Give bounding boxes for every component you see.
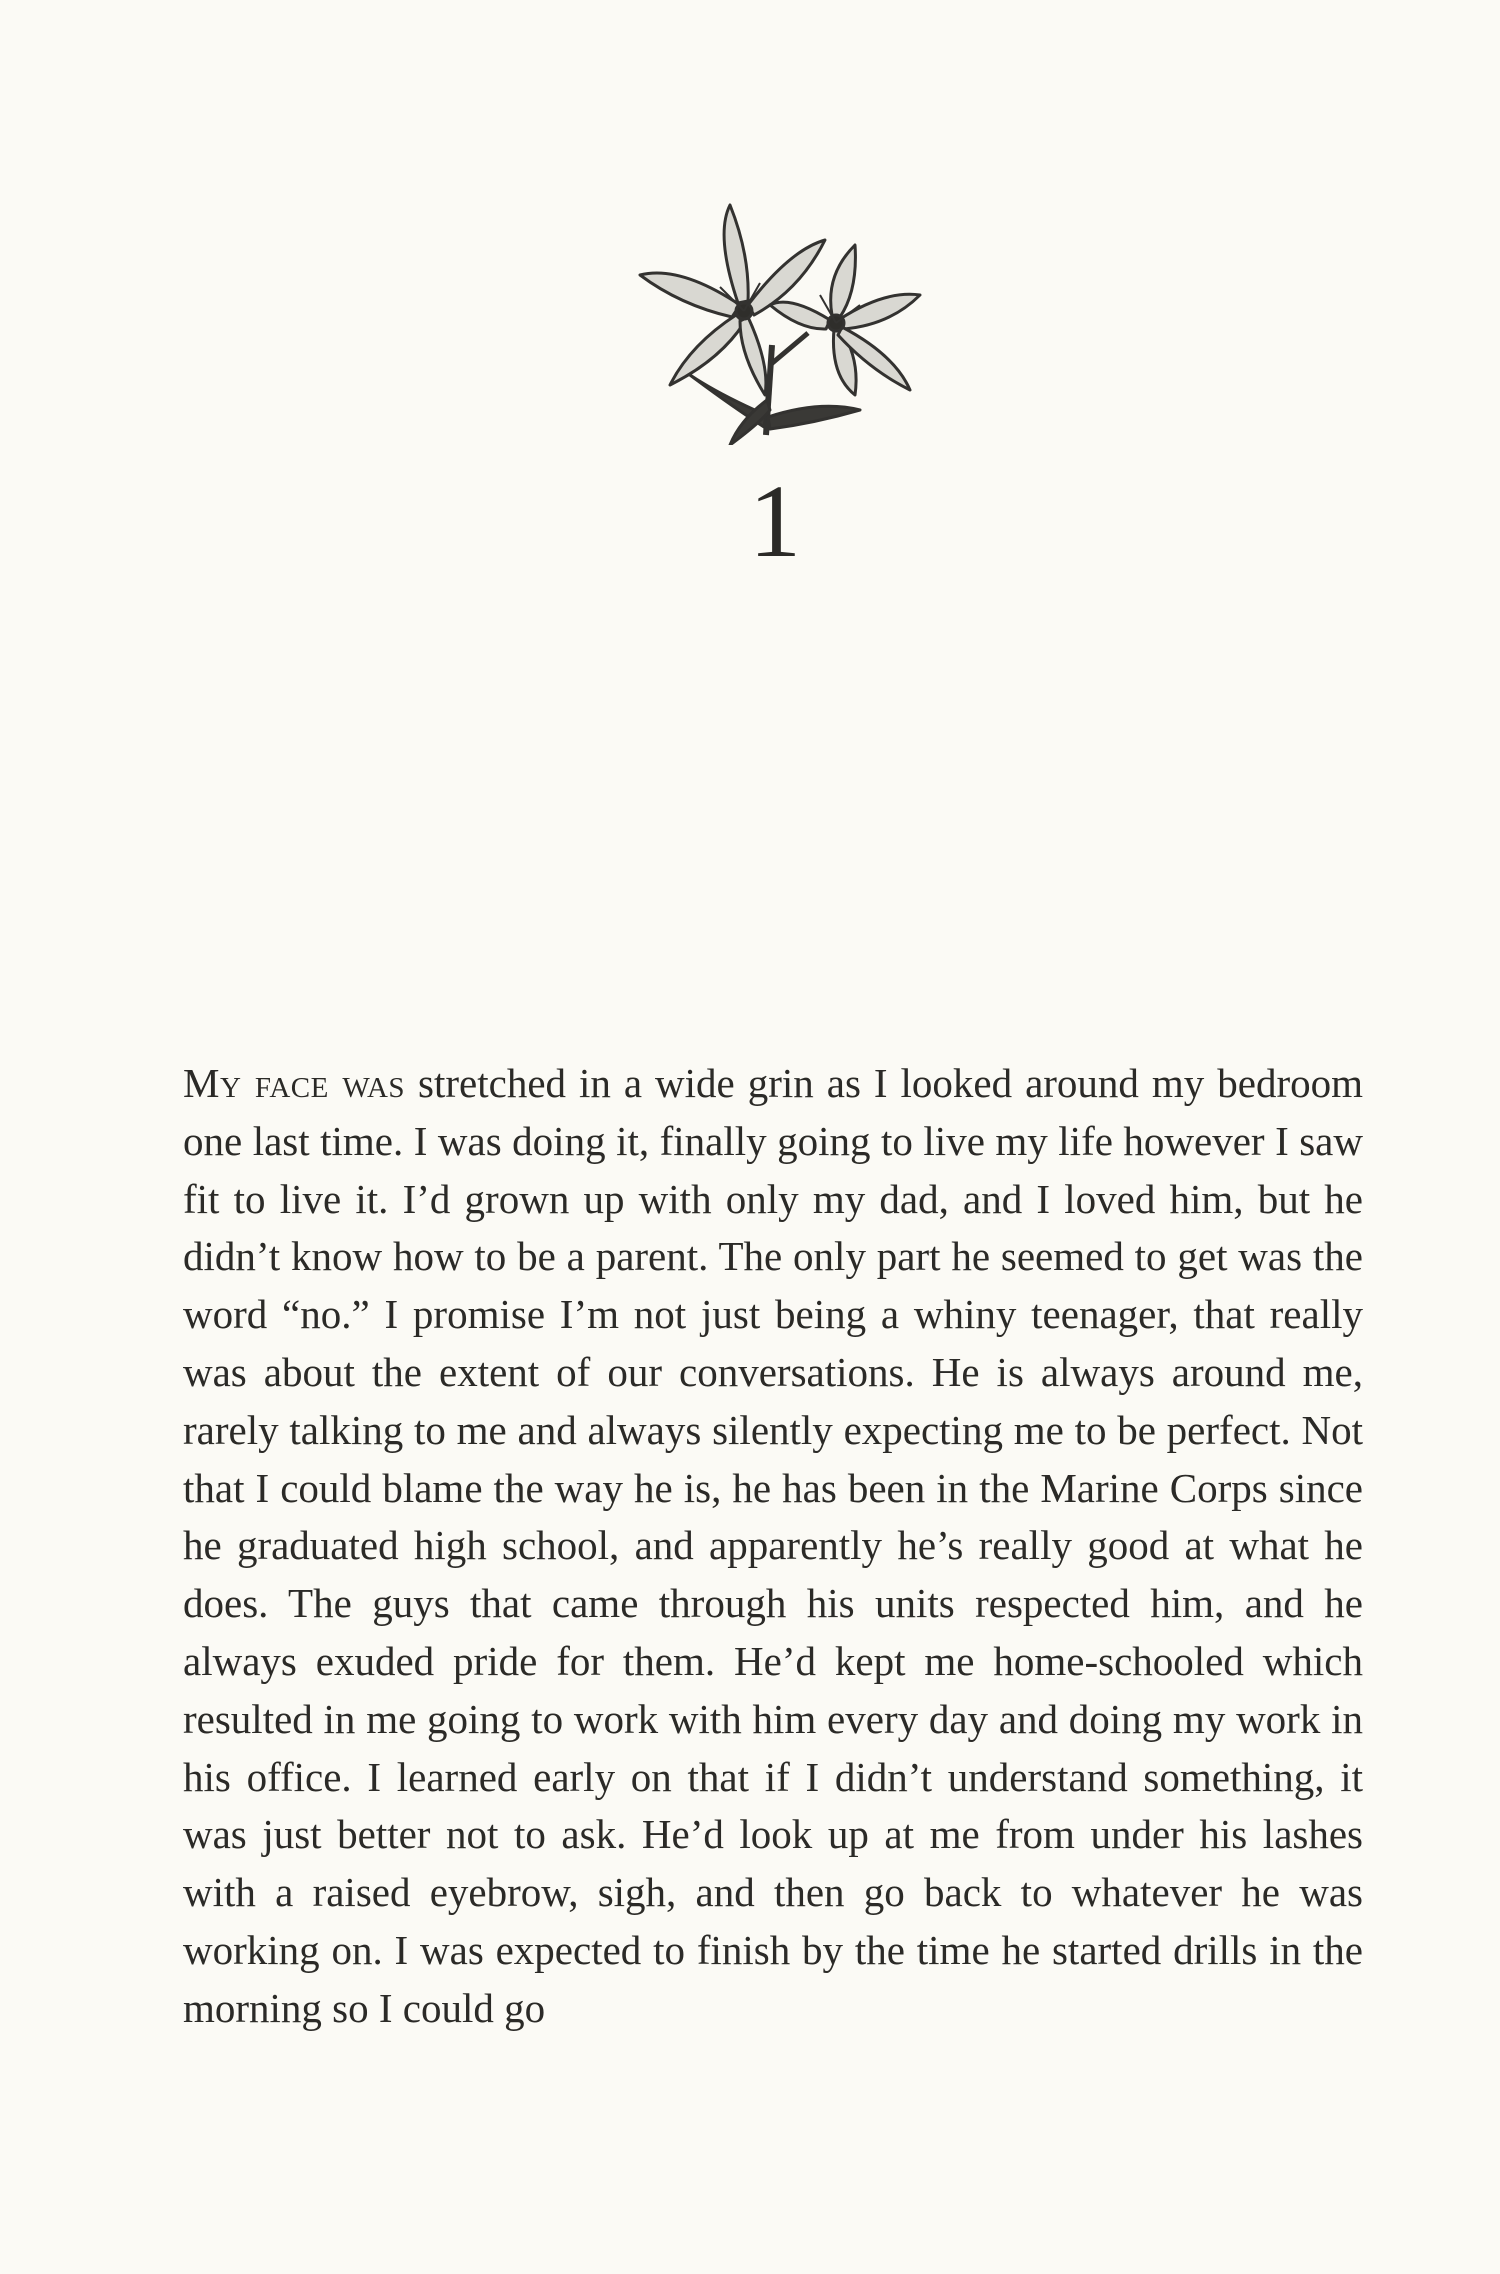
- lily-flower-icon: [620, 195, 940, 445]
- paragraph-text: stretched in a wide grin as I looked around my bedroom one last time. I was doing it, finally going to live my life however I saw fit to live it. I’d grown up with only my dad, and I loved him, but he didn’t know how to be a parent. The only part he seemed to get was the word “no.” I promise I’m not just being a whiny teenager, that really was about the extent of our conversations. He is always around me, rarely talking to me and always silently expecting me to be perfect. Not that I could blame the way he is, he has been in the Marine Corps since he graduated high school, and apparently he’s really good at what he does. The guys that came through his units respected him, and he always exuded pride for them. He’d kept me home-schooled which resulted in me going to work with him every day and doing my work in his office. I learned early on that if I didn’t understand something, it was just better not to ask. He’d look up at me from under his lashes with a raised eyebrow, sigh, and then go back to whatever he was working on. I was expected to finish by the time he started drills in the morning so I could go: [183, 1060, 1364, 2031]
- paragraph: [183, 1055, 1363, 2038]
- lead-in-smallcaps: My face was: [183, 1060, 406, 1106]
- chapter-number: 1: [749, 464, 801, 579]
- chapter-body: [183, 1055, 1363, 2038]
